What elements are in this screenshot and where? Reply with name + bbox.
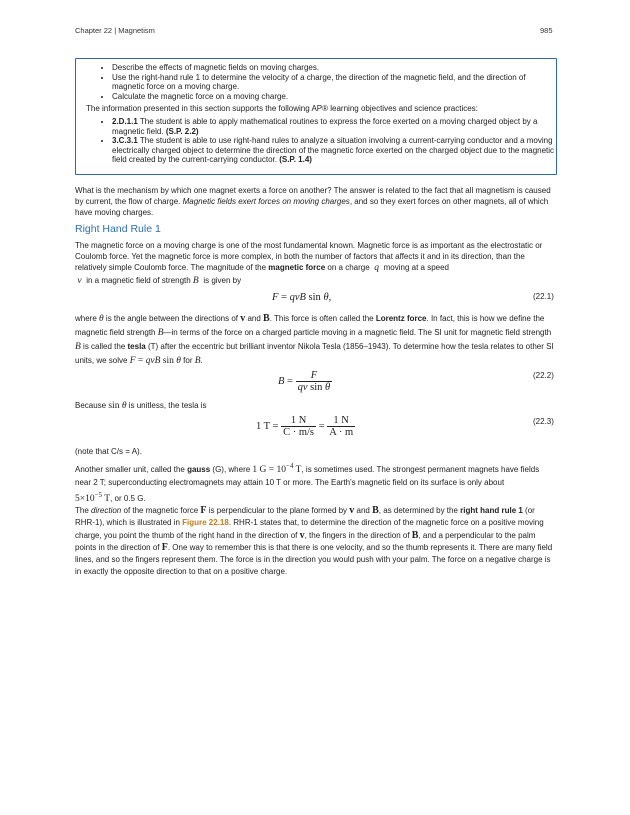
- paragraph-magnetic-force: The magnetic force on a moving charge is one of the most fundamental known. Magnetic force is as important as the electrostatic or Coulomb force. Yet the magnetic force is more complex, in both the number of factors that affects it and in its direction, than the relatively simple Coulomb force. The magnitude of the magnetic force on a charge q moving at a speed v in a magnetic field of strength B is given by: [75, 241, 543, 286]
- paragraph-gauss: Another smaller unit, called the gauss (G), where 1 $G = 10^{-4}$ T, is sometimes used. The strongest permanent magnets have fields near 2 T; superconducting electromagnets may attain 10 T or more. The Earth's magnetic field on its surface is only about $5\times 10^{-5}$ T, or 0.5 G.: [75, 462, 540, 505]
- equation-tesla: 1 T = $\frac{1 N}{C \cdot m/s}$ = $\frac{1 N}{A \cdot m}$: [256, 415, 354, 438]
- objective-item: • Describe the effects of magnetic fields on moving charges.: [112, 63, 558, 73]
- paragraph-note: (note that C/s = A).: [75, 447, 142, 456]
- paragraph-unitless: Because sin θ is unitless, the tesla is: [75, 401, 207, 411]
- paragraph-rhr1: The direction of the magnetic force F is perpendicular to the plane formed by v and B, as determined by the right hand rule 1 (or RHR-1), which is illustrated in Figure 22.18. RHR-1 states that, to determine the direction of the magnetic force on a positive moving charge, you point the thumb of the right hand in the direction of v, the fingers in the direction of B, and a perpendicular to the palm points in the direction of F. One way to remember this is that there is one velocity, and so the thumb represents it. There are many field lines, and so the fingers represent them. The force is in the direction you would push with your palm. The force on a negative charge is in exactly the opposite direction to that on a positive charge.: [75, 505, 553, 577]
- ap-objectives-list: [84, 117, 558, 165]
- ap-intro: The information presented in this section supports the following AP® learning objectives and science practices:: [86, 104, 478, 114]
- running-header: Chapter 22 | Magnetism: [75, 26, 155, 35]
- equation-lorentz-force: F = qvB sin θ,: [272, 292, 332, 303]
- objectives-list: [84, 63, 558, 101]
- intro-paragraph: What is the mechanism by which one magnet exerts a force on another? The answer is related to the fact that all magnetism is caused by current, the flow of charge. Magnetic fields exert forces on moving charges, and so they exert forces on other magnets, all of which have moving charges.: [75, 186, 551, 217]
- equation-b-field: B = $\frac{F}{\text{qv sin θ}}$: [278, 370, 331, 393]
- figure-link[interactable]: Figure 22.18: [182, 518, 229, 528]
- ap-objective-item: • 3.C.3.1 The student is able to use right-hand rules to analyze a situation involving a current-carrying conductor and a moving electrically charged object to determine the direction of the magnetic force exerted on the charged object due to the magnetic field created by the current-carrying conductor. (S.P. 1.4): [112, 136, 558, 165]
- paragraph-lorentz: where θ is the angle between the directions of v and B. This force is often called the Lorentz force. In fact, this is how we define the magnetic field strength B—in terms of the force on a charged particle moving in a magnetic field. The SI unit for magnetic field strength B is called the tesla (T) after the eccentric but brilliant inventor Nikola Tesla (1856–1943). To determine how the tesla relates to other SI units, we solve F = qvB sin θ for B.: [75, 313, 554, 366]
- page-number: 985: [540, 26, 553, 35]
- objective-item: • Use the right-hand rule 1 to determine the velocity of a charge, the direction of the magnetic field, and the direction of magnetic force on a moving charge.: [112, 73, 558, 92]
- learning-objectives-box: [75, 58, 557, 175]
- equation-number: (22.1): [533, 292, 554, 301]
- ap-objective-item: • 2.D.1.1 The student is able to apply mathematical routines to express the force exerted on a moving charged object by a magnetic field. (S.P. 2.2): [112, 117, 558, 136]
- objective-item: • Calculate the magnetic force on a moving charge.: [112, 92, 558, 102]
- section-title: Right Hand Rule 1: [75, 223, 161, 235]
- equation-number: (22.2): [533, 371, 554, 380]
- equation-number: (22.3): [533, 417, 554, 426]
